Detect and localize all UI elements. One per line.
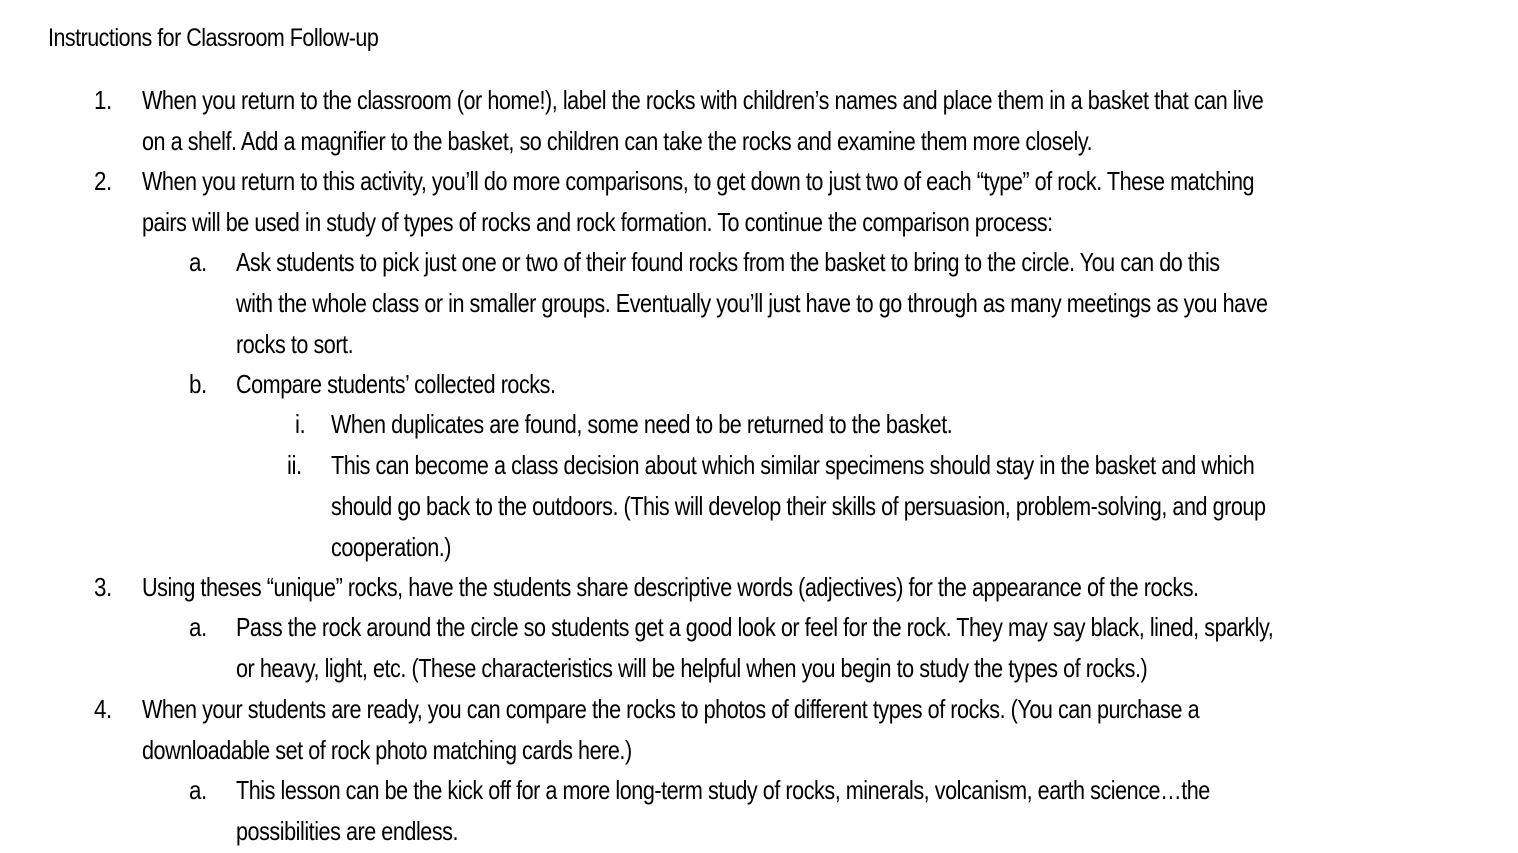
text-line: downloadable set of rock photo matching cards here.) [142, 735, 632, 765]
list-item-text [236, 364, 556, 405]
list-marker: ii. [287, 450, 302, 480]
text-line: This lesson can be the kick off for a more long-term study of rocks, minerals, volcanism, earth science…the [236, 775, 1210, 805]
text-line: This can become a class decision about which similar specimens should stay in the basket and which [331, 450, 1255, 480]
list-item-text [236, 607, 1273, 689]
text-line: with the whole class or in smaller groups. Eventually you’ll just have to go through as many meetings as you have [236, 288, 1268, 318]
text-line: When your students are ready, you can compare the rocks to photos of different types of rocks. (You can purchase a [142, 694, 1200, 724]
list-marker: a. [189, 247, 207, 277]
list-marker: a. [189, 612, 207, 642]
text-line: Compare students’ collected rocks. [236, 369, 556, 399]
list-item-text [142, 80, 1263, 162]
text-line: pairs will be used in study of types of rocks and rock formation. To continue the comparison process: [142, 207, 1053, 237]
list-marker: a. [189, 775, 207, 805]
list-marker: b. [189, 369, 207, 399]
list-marker: i. [295, 409, 306, 439]
text-line: or heavy, light, etc. (These characteristics will be helpful when you begin to study the types of rocks.) [236, 653, 1148, 683]
text-line: Pass the rock around the circle so students get a good look or feel for the rock. They may say black, lined, sparkly, [236, 612, 1274, 642]
list-marker: 1. [94, 85, 112, 115]
list-marker: 4. [94, 694, 112, 724]
document-title: Instructions for Classroom Follow-up [48, 24, 379, 52]
list-marker: 2. [94, 166, 112, 196]
text-line: Using theses “unique” rocks, have the students share descriptive words (adjectives) for the appearance of the rocks. [142, 572, 1199, 602]
list-item-text [236, 242, 1268, 364]
list-item-text [142, 567, 1199, 608]
list-item-text [236, 770, 1210, 852]
list-item-text [331, 404, 952, 445]
text-line: When duplicates are found, some need to be returned to the basket. [331, 409, 953, 439]
text-line: should go back to the outdoors. (This will develop their skills of persuasion, problem-solving, and group [331, 491, 1266, 521]
list-marker: 3. [94, 572, 112, 602]
text-line: cooperation.) [331, 531, 452, 562]
text-line: on a shelf. Add a magnifier to the basket, so children can take the rocks and examine them more closely. [142, 126, 1093, 156]
text-line: possibilities are endless. [236, 816, 459, 846]
text-line: When you return to this activity, you’ll do more comparisons, to get down to just two of each “type” of rock. These matching [142, 166, 1255, 196]
text-line: rocks to sort. [236, 328, 354, 359]
list-item-text [142, 161, 1254, 243]
list-item-text [331, 445, 1265, 567]
text-line: When you return to the classroom (or home!), label the rocks with children’s names and place them in a basket that can live [142, 85, 1264, 115]
list-item-text [142, 689, 1199, 771]
text-line: Ask students to pick just one or two of their found rocks from the basket to bring to the circle. You can do this [236, 247, 1220, 277]
